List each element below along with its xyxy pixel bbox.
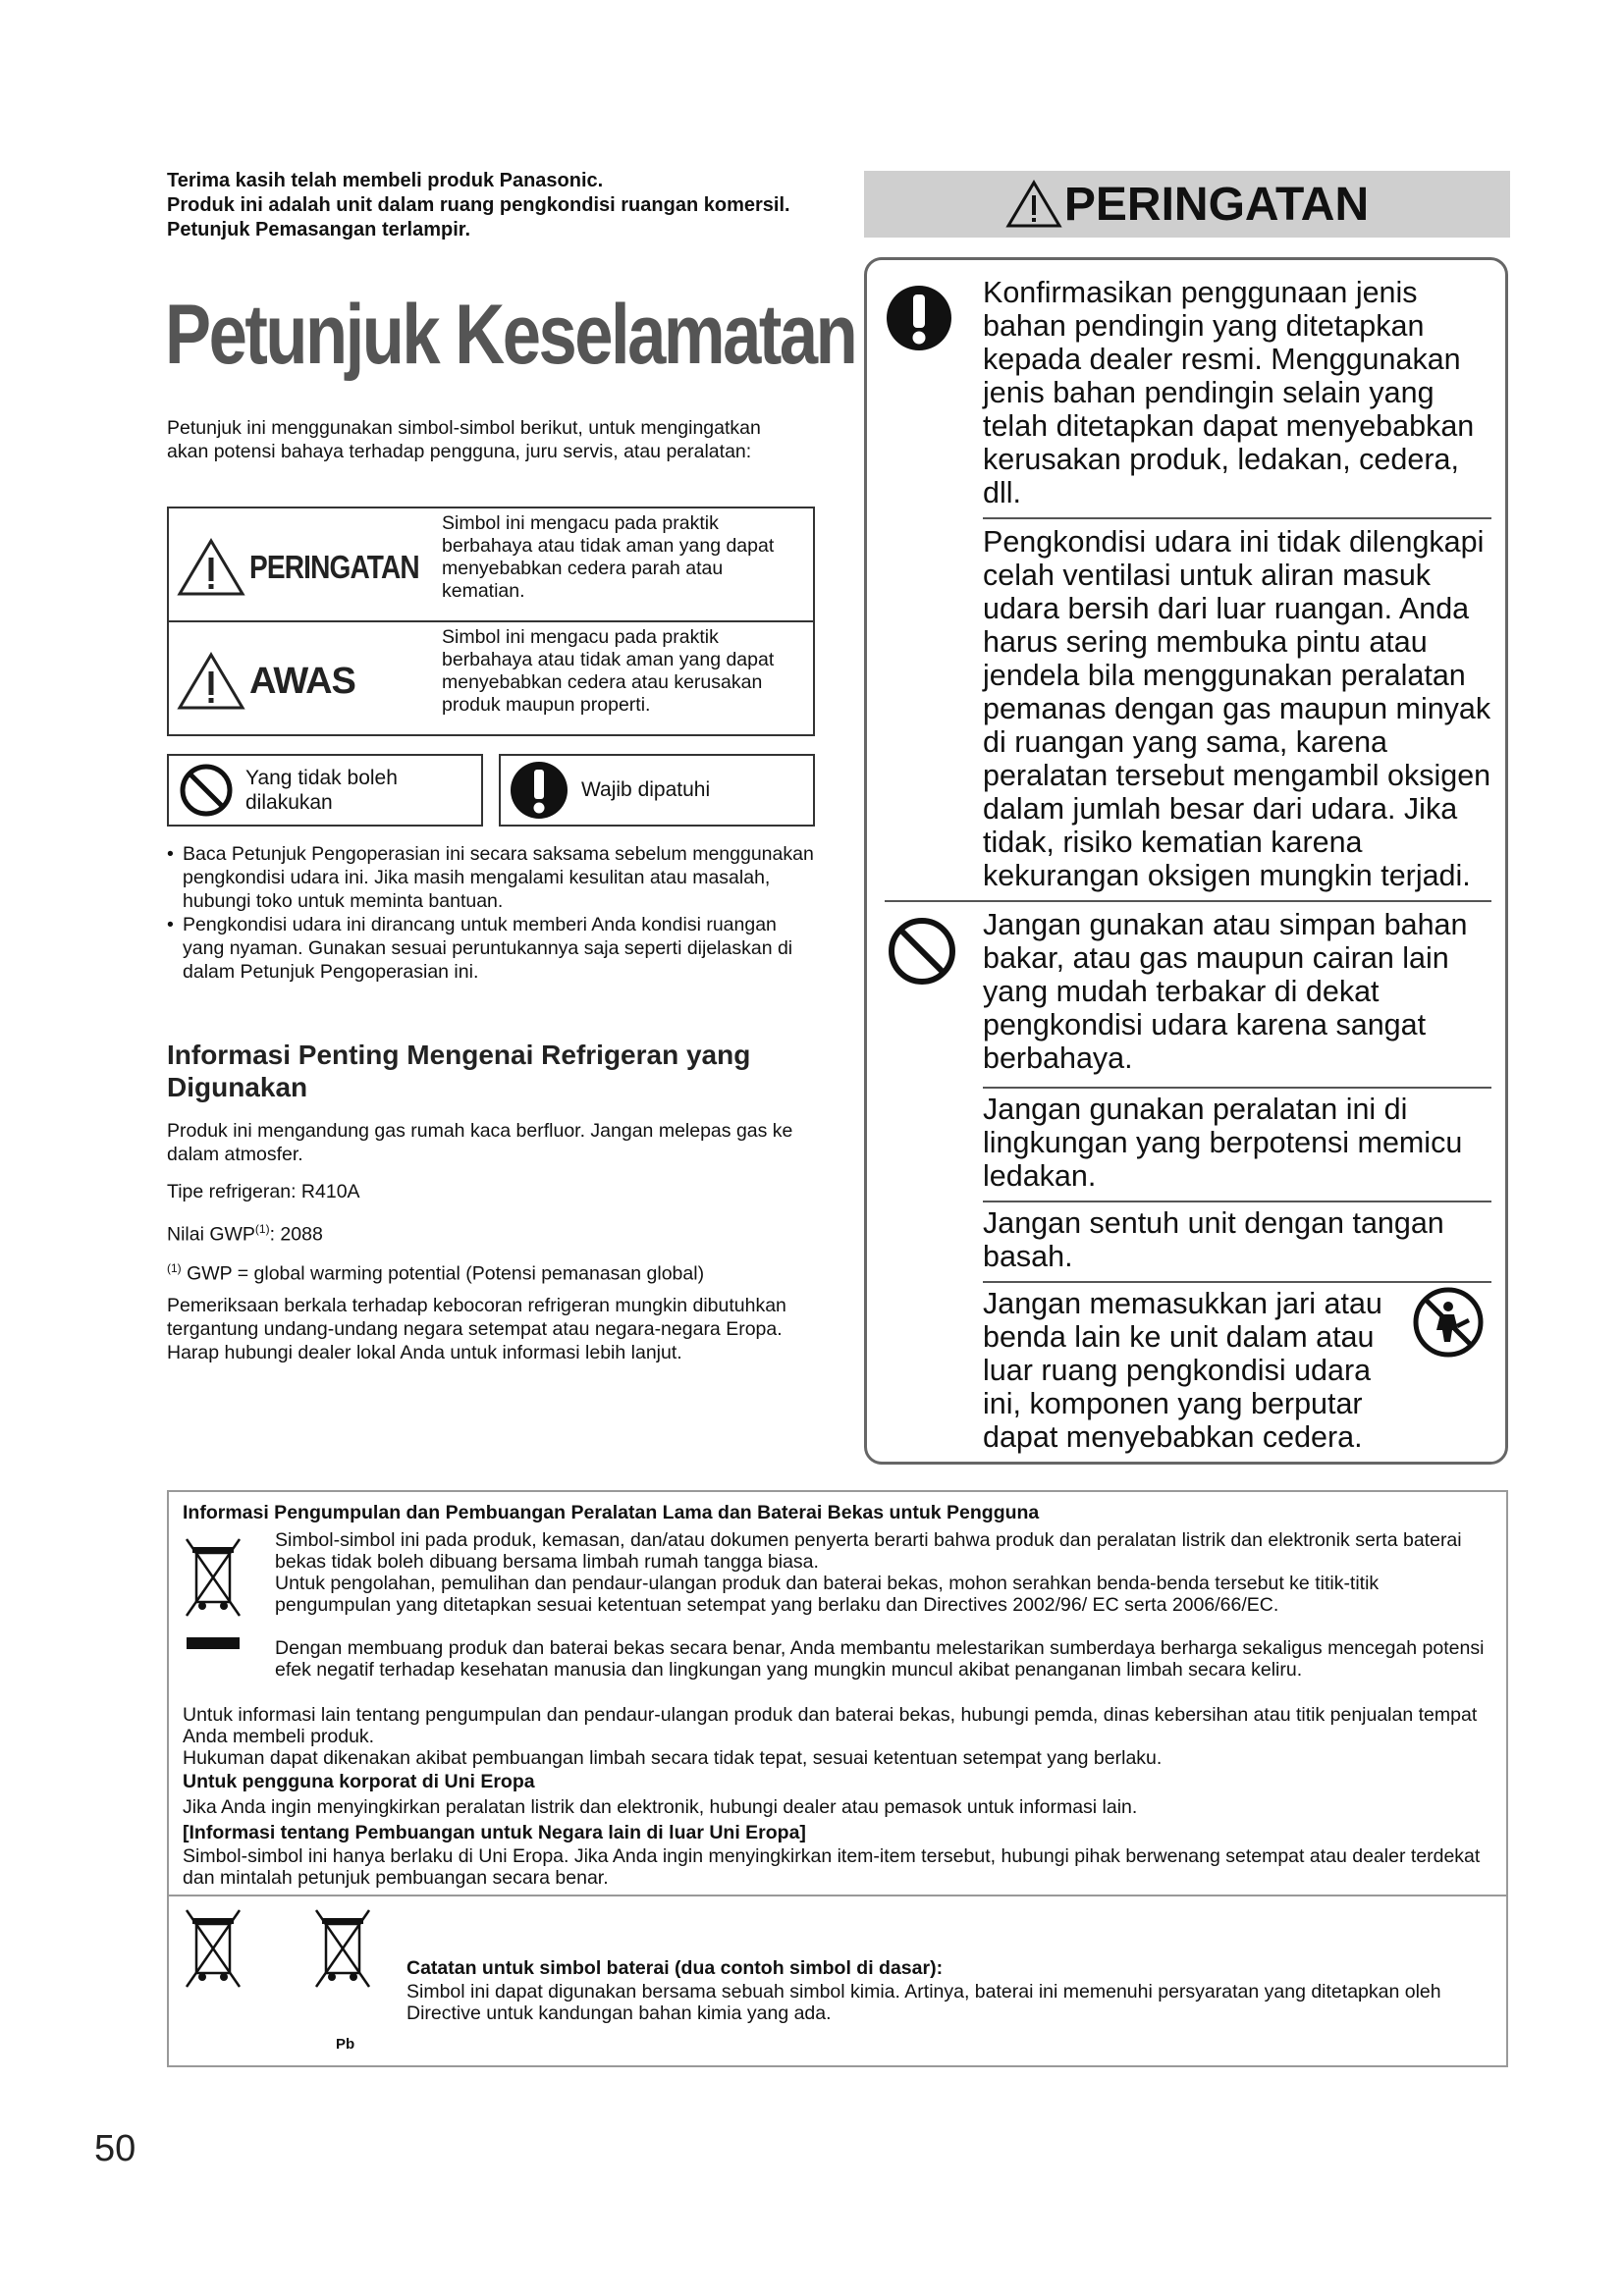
warning-row: [169, 508, 813, 620]
disposal-paragraph: Untuk pengolahan, pemulihan dan pendaur-ulangan produk dan baterai bekas, mohon serahkan benda-benda tersebut ke titik-titik pengumpulan yang ditetapkan sesuai ketentuan setempat yang berlaku dan Directives 2002/96/ EC serta 2006/66/EC.: [275, 1573, 1380, 1616]
warning-banner-title: PERINGATAN: [1063, 178, 1370, 231]
warning-item-wet-hands: Jangan sentuh unit dengan tangan basah.: [983, 1206, 1444, 1273]
disposal-heading: Informasi Pengumpulan dan Pembuangan Peralatan Lama dan Baterai Bekas untuk Pengguna: [183, 1502, 1040, 1523]
warning-description: Simbol ini mengacu pada praktik berbahaya atau tidak aman yang dapat menyebabkan cedera parah atau kematian.: [442, 512, 775, 602]
disposal-divider: [169, 1895, 1506, 1896]
gwp-number: : 2088: [269, 1223, 323, 1246]
warning-triangle-icon: [177, 538, 245, 597]
corporate-heading: Untuk pengguna korporat di Uni Eropa: [183, 1771, 535, 1792]
warning-divider: [983, 1281, 1491, 1283]
gwp-value: [167, 1217, 323, 1247]
caution-triangle-icon: [177, 652, 245, 711]
leak-check-paragraph: Pemeriksaan berkala terhadap kebocoran refrigeran mungkin dibutuhkan tergantung undang-undang negara setempat atau negara-negara Eropa. Harap hubungi dealer lokal Anda untuk informasi lebih lanjut.: [167, 1295, 786, 1363]
warning-panel: [864, 257, 1508, 1465]
caution-label: AWAS: [249, 660, 355, 702]
warning-item-flammable: Jangan gunakan atau simpan bahan bakar, atau gas maupun cairan lain yang mudah terbakar di dekat pengkondisi udara karena sangat berbahaya.: [983, 908, 1468, 1075]
prohibited-icon: [885, 914, 959, 988]
warning-item-ventilation: Pengkondisi udara ini tidak dilengkapi celah ventilasi untuk aliran masuk udara bersih dari luar ruangan. Anda harus sering membuka pintu atau jendela bila menggunakan peralatan pemanas dengan gas maupun minyak di ruangan yang sama, karena peralatan tersebut mengambil oksigen dalam jumlah besar dari udara. Jika tidak, risiko kematian karena kekurangan oksigen mungkin terjadi.: [983, 525, 1491, 892]
footnote-text: GWP = global warming potential (Potensi pemanasan global): [181, 1262, 705, 1285]
intro-line: Petunjuk Pemasangan terlampir.: [167, 219, 470, 240]
mandatory-exclamation-icon: [509, 760, 569, 821]
disposal-paragraph: Simbol-simbol ini pada produk, kemasan, dan/atau dokumen penyerta berarti bahwa produk dan peralatan listrik dan elektronik serta baterai bekas tidak boleh dibuang bersama limbah rumah tangga biasa.: [275, 1529, 1462, 1573]
corporate-text: Jika Anda ingin menyingkirkan peralatan listrik dan elektronik, hubungi dealer atau pemasok untuk informasi lain.: [183, 1796, 1138, 1818]
bullet-item: • Pengkondisi udara ini dirancang untuk memberi Anda kondisi ruangan yang nyaman. Gunakan sesuai peruntukannya saja seperti dijelaskan di dalam Petunjuk Pengoperasian ini.: [167, 913, 820, 984]
instruction-bullets: [167, 842, 820, 984]
page-title: Petunjuk Keselamatan: [165, 288, 856, 382]
footnote-superscript: (1): [167, 1261, 182, 1275]
disposal-paragraph: Dengan membuang produk dan baterai bekas secara benar, Anda membantu melestarikan sumberdaya berharga sekaligus mencegah potensi efek negatif terhadap kesehatan manusia dan lingkungan yang mungkin muncul akibat penanganan limbah secara keliru.: [275, 1637, 1485, 1681]
disposal-paragraph: Hukuman dapat dikenakan akibat pembuangan limbah secara tidak tepat, sesuai ketentuan setempat yang berlaku.: [183, 1747, 1163, 1769]
warning-item-moving-parts: Jangan memasukkan jari atau benda lain ke unit dalam atau luar ruang pengkondisi udara ini, komponen yang berputar dapat menyebabkan cedera.: [983, 1287, 1382, 1454]
pb-label: Pb: [336, 2036, 355, 2053]
battery-heading: Catatan untuk simbol baterai (dua contoh simbol di dasar):: [406, 1957, 944, 1979]
intro-text: [167, 169, 844, 242]
prohibited-box: [167, 754, 483, 827]
disposal-info-box: [167, 1490, 1508, 2067]
mandatory-box: [499, 754, 815, 827]
warning-divider: [885, 900, 1491, 902]
battery-text: Simbol ini dapat digunakan bersama sebuah simbol kimia. Artinya, baterai ini memenuhi persyaratan yang ditetapkan oleh Directive untuk kandungan bahan kimia yang ada.: [406, 1981, 1441, 2024]
crossed-bin-icon: [183, 1533, 244, 1661]
non-eu-heading: [Informasi tentang Pembuangan untuk Negara lain di luar Uni Eropa]: [183, 1822, 806, 1843]
refrigerant-paragraph: Produk ini mengandung gas rumah kaca berfluor. Jangan melepas gas ke dalam atmosfer.: [167, 1120, 793, 1165]
mandatory-label: Wajib dipatuhi: [581, 778, 711, 801]
prohibited-label: Yang tidak boleh dilakukan: [245, 767, 398, 814]
warning-banner: [864, 171, 1510, 238]
gwp-label: Nilai GWP: [167, 1223, 255, 1246]
page-number: 50: [94, 2128, 136, 2169]
bullet-item: • Baca Petunjuk Pengoperasian ini secara saksama sebelum menggunakan pengkondisi udara ini. Jika masih mengalami kesulitan atau masalah, hubungi toko untuk meminta bantuan.: [167, 842, 820, 913]
intro-line: Terima kasih telah membeli produk Panasonic.: [167, 170, 604, 191]
symbols-intro: Petunjuk ini menggunakan simbol-simbol berikut, untuk mengingatkan akan potensi bahaya terhadap pengguna, juru servis, atau peralatan:: [167, 417, 761, 462]
warning-triangle-icon: [1005, 180, 1062, 229]
refrigerant-type: Tipe refrigeran: R410A: [167, 1181, 360, 1202]
no-fingers-fan-icon: [1411, 1285, 1486, 1360]
caution-description: Simbol ini mengacu pada praktik berbahaya atau tidak aman yang dapat menyebabkan cedera atau kerusakan produk maupun properti.: [442, 626, 775, 716]
non-eu-text: Simbol-simbol ini hanya berlaku di Uni Eropa. Jika Anda ingin menyingkirkan item-item tersebut, hubungi pihak berwenang setempat atau dealer terdekat dan mintalah petunjuk pembuangan secara benar.: [183, 1845, 1481, 1889]
warning-divider: [983, 1087, 1491, 1089]
refrigerant-heading: Informasi Penting Mengenai Refrigeran yang Digunakan: [167, 1040, 751, 1102]
warning-item-explosion: Jangan gunakan peralatan ini di lingkungan yang berpotensi memicu ledakan.: [983, 1093, 1463, 1193]
battery-bin-icon: [183, 1904, 244, 1993]
prohibited-icon: [177, 761, 236, 820]
gwp-footnote: [167, 1256, 704, 1286]
symbol-table: [167, 507, 815, 736]
warning-divider: [983, 1201, 1491, 1202]
caution-row: [169, 622, 813, 736]
warning-label: PERINGATAN: [249, 549, 419, 585]
disposal-paragraph: Untuk informasi lain tentang pengumpulan dan pendaur-ulangan produk dan baterai bekas, hubungi pemda, dinas kebersihan atau titik penjualan tempat Anda membeli produk.: [183, 1704, 1478, 1747]
battery-bin-pb-icon: [312, 1904, 373, 1993]
intro-line: Produk ini adalah unit dalam ruang pengkondisi ruangan komersil.: [167, 194, 790, 216]
gwp-superscript: (1): [254, 1222, 270, 1236]
warning-item-refrigerant: Konfirmasikan penggunaan jenis bahan pendingin yang ditetapkan kepada dealer resmi. Menggunakan jenis bahan pendingin selain yang telah ditetapkan dapat menyebabkan kerusakan produk, ledakan, cedera, dll.: [983, 276, 1475, 509]
warning-divider: [983, 517, 1491, 519]
mandatory-exclamation-icon: [885, 284, 953, 352]
